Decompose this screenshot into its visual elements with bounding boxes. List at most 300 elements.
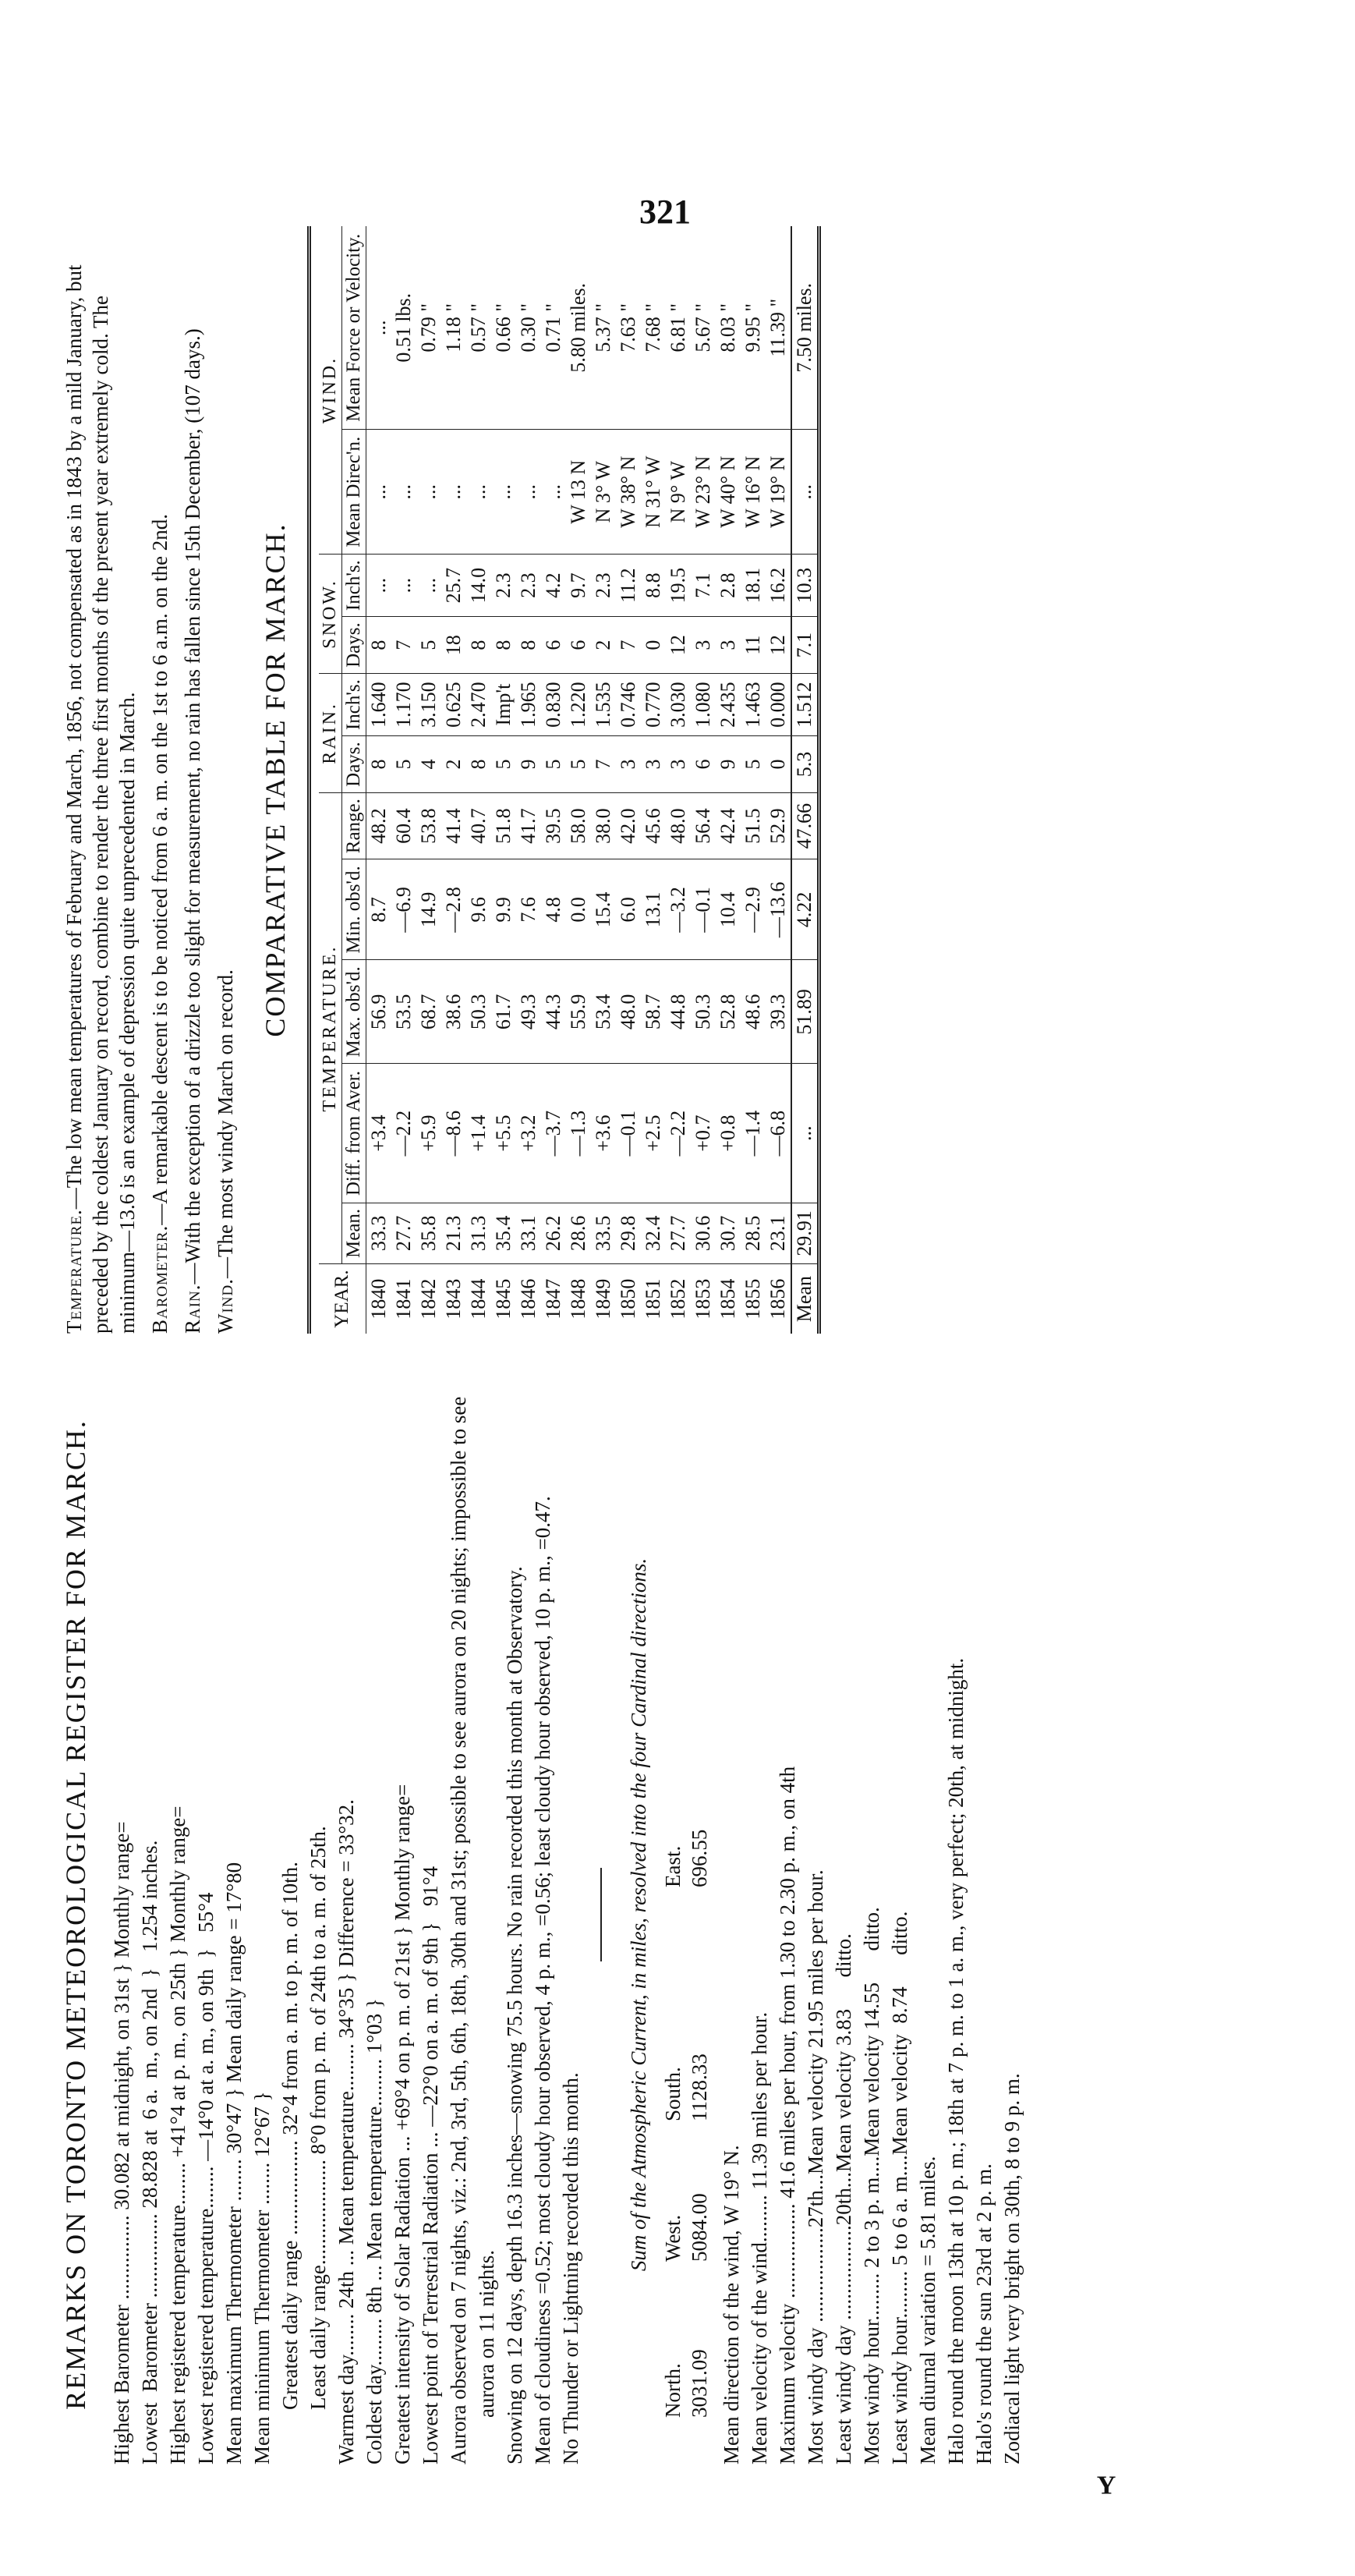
table-cell: W 19° N xyxy=(766,430,791,555)
table-row xyxy=(641,226,666,1334)
table-cell: 29.91 xyxy=(791,1203,817,1263)
table-cell: 1848 xyxy=(567,1278,589,1320)
barometer-note-label: Barometer. xyxy=(148,1224,172,1334)
cardinal-value-south: 1128.33 xyxy=(688,2053,711,2121)
table-cell: 7.6 xyxy=(516,859,541,960)
table-cell: —8.6 xyxy=(441,1064,466,1203)
table-cell: 33.1 xyxy=(516,1203,541,1263)
table-row xyxy=(441,226,466,1334)
table-cell: 13.1 xyxy=(641,859,666,960)
table-cell: 6 xyxy=(541,617,566,674)
table-cell: 58.7 xyxy=(641,960,666,1064)
table-cell: 4.8 xyxy=(541,859,566,960)
barometer-note-text: —A remarkable descent is to be noticed from 6 a. m. on the 1st to 6 a.m. on the 2nd. xyxy=(148,513,172,1225)
table-cell: 7 xyxy=(391,617,416,674)
table-cell: 1853 xyxy=(692,1278,714,1320)
table-cell: 0.625 xyxy=(441,673,466,735)
table-cell: —1.4 xyxy=(741,1064,766,1203)
table-row xyxy=(541,226,566,1334)
table-cell: 44.3 xyxy=(541,960,566,1064)
table-cell: 1842 xyxy=(417,1278,440,1320)
col-range: Range. xyxy=(342,792,366,859)
remarks-section xyxy=(55,1365,1240,2500)
table-cell: 6.81 " xyxy=(666,226,691,430)
table-row xyxy=(391,226,416,1334)
table-cell: 30.7 xyxy=(716,1203,741,1263)
temperature-note-text: —The low mean temperatures of February and March, 1856, not compensated as in 1843 by a mild January, but preceded by the coldest January on record, combine to render the three first months of the present year extremely cold. The minimum—13.6 is an example of depression quite unprecedented in March. xyxy=(62,264,139,1334)
table-cell: —13.6 xyxy=(766,859,791,960)
table-cell: —0.1 xyxy=(691,859,716,960)
col-wind-velocity: Mean Force or Velocity. xyxy=(342,226,366,430)
table-cell: 51.8 xyxy=(491,792,516,859)
table-cell: 9 xyxy=(516,736,541,793)
remarks-line: Warmest day........ 24th ... Mean temperature......... 34°35 } Difference = 33°32. xyxy=(334,1799,358,2464)
remarks-line: Lowest registered temperature........ —14°0 at a. m., on 9th } 55°4 xyxy=(194,1892,218,2464)
remarks-line: Greatest daily range .................. 32°4 from a. m. to p. m. of 10th. xyxy=(278,1862,302,2410)
table-cell: 14.9 xyxy=(416,859,441,960)
cardinal-head-west: West. xyxy=(661,2214,685,2262)
table-cell: 0 xyxy=(766,736,791,793)
col-diff: Diff. from Aver. xyxy=(342,1064,366,1203)
remarks-line: Greatest intensity of Solar Radiation ... +69°4 on p. m. of 21st } Monthly range= xyxy=(391,1784,414,2464)
table-cell: 5 xyxy=(416,617,441,674)
remarks-line: Highest Barometer ................ 30.082 at midnight, on 31st } Monthly range= xyxy=(110,1821,133,2464)
table-cell: 1.965 xyxy=(516,673,541,735)
table-cell: 1840 xyxy=(367,1278,390,1320)
table-cell: 0.71 " xyxy=(541,226,566,430)
table-cell: 1.080 xyxy=(691,673,716,735)
cardinal-value-west: 5084.00 xyxy=(688,2193,711,2262)
table-cell: 2 xyxy=(441,736,466,793)
table-cell: 0 xyxy=(641,617,666,674)
table-cell: ... xyxy=(416,430,441,555)
table-cell: 28.6 xyxy=(566,1203,591,1263)
table-cell: 6 xyxy=(691,736,716,793)
table-cell: 11.39 " xyxy=(766,226,791,430)
table-row xyxy=(466,226,491,1334)
cloudiness-paragraph: Mean of cloudiness =0.52; most cloudy hour observed, 4 p. m., =0.56; least cloudy hour observed, 10 p. m., =0.47. xyxy=(531,1496,554,2464)
wind-line: Least windy day ..................20th...Mean velocity 3.83 ditto. xyxy=(832,1933,855,2464)
table-cell: 38.6 xyxy=(441,960,466,1064)
table-cell: 1.463 xyxy=(741,673,766,735)
remarks-line: Coldest day......... 8th ... Mean temperature......... 1°03 } xyxy=(363,1998,386,2464)
table-cell: 3 xyxy=(666,736,691,793)
table-cell: 4 xyxy=(416,736,441,793)
table-cell: 6 xyxy=(566,617,591,674)
table-cell: 3 xyxy=(691,617,716,674)
barometer-note xyxy=(147,226,173,1334)
wind-note xyxy=(212,226,239,1334)
table-cell: 41.7 xyxy=(516,792,541,859)
table-cell: 8 xyxy=(466,736,491,793)
table-cell: 35.4 xyxy=(491,1203,516,1263)
table-cell: 35.8 xyxy=(416,1203,441,1263)
wind-line: Mean direction of the wind, W 19° N. xyxy=(720,2145,743,2464)
table-cell: Mean xyxy=(791,1264,817,1334)
table-row xyxy=(741,226,766,1334)
table-cell: N 31° W xyxy=(641,430,666,555)
table-cell: N 9° W xyxy=(666,430,691,555)
table-cell: 48.6 xyxy=(741,960,766,1064)
table-cell: 12 xyxy=(666,617,691,674)
table-cell: ... xyxy=(391,555,416,617)
table-cell: 5 xyxy=(566,736,591,793)
table-cell: —1.3 xyxy=(566,1064,591,1203)
remarks-line: Mean maximum Thermometer ........ 30°47 } Mean daily range = 17°80 xyxy=(222,1862,246,2464)
wind-line: Most windy day ..................27th...Mean velocity 21.95 miles per hour. xyxy=(804,1869,827,2464)
col-snow-inches: Inch's. xyxy=(342,555,366,617)
col-wind-direction: Mean Direc'n. xyxy=(342,430,366,555)
table-cell: 4.22 xyxy=(791,859,817,960)
table-cell: 8 xyxy=(491,617,516,674)
table-cell: —3.7 xyxy=(541,1064,566,1203)
table-cell: 0.66 " xyxy=(491,226,516,430)
table-cell: 29.8 xyxy=(616,1203,641,1263)
table-cell: 48.2 xyxy=(366,792,392,859)
col-max: Max. obs'd. xyxy=(342,960,366,1064)
table-cell: 1.220 xyxy=(566,673,591,735)
table-cell: 16.2 xyxy=(766,555,791,617)
table-cell: ... xyxy=(466,430,491,555)
table-cell: +3.4 xyxy=(366,1064,392,1203)
table-cell: 48.0 xyxy=(666,792,691,859)
table-cell: 2.3 xyxy=(591,555,616,617)
table-cell: 0.79 " xyxy=(416,226,441,430)
table-cell: 1843 xyxy=(442,1278,465,1320)
temperature-note-label: Temperature. xyxy=(62,1209,86,1334)
table-cell: 51.5 xyxy=(741,792,766,859)
table-cell: 2.3 xyxy=(516,555,541,617)
table-cell: 53.5 xyxy=(391,960,416,1064)
table-row xyxy=(516,226,541,1334)
group-rain: RAIN. xyxy=(319,673,342,792)
table-cell: ... xyxy=(491,430,516,555)
rain-note-text: —With the exception of a drizzle too slight for measurement, no rain has fallen since 15th December, (107 days.) xyxy=(181,328,204,1284)
table-cell: 1.18 " xyxy=(441,226,466,430)
table-cell: 33.5 xyxy=(591,1203,616,1263)
table-cell: 8.03 " xyxy=(716,226,741,430)
table-cell: W 23° N xyxy=(691,430,716,555)
table-cell: 56.9 xyxy=(366,960,392,1064)
table-cell: 9 xyxy=(716,736,741,793)
table-cell: 38.0 xyxy=(591,792,616,859)
group-snow: SNOW. xyxy=(319,555,342,674)
table-cell: 0.770 xyxy=(641,673,666,735)
rain-note-label: Rain. xyxy=(181,1284,204,1334)
table-row xyxy=(566,226,591,1334)
snowing-paragraph: Snowing on 12 days, depth 16.3 inches—snowing 75.5 hours. No rain recorded this month at Observatory. xyxy=(503,1566,526,2464)
table-cell: 49.3 xyxy=(516,960,541,1064)
table-cell: —2.2 xyxy=(391,1064,416,1203)
table-cell: 39.3 xyxy=(766,960,791,1064)
table-cell: 18 xyxy=(441,617,466,674)
table-cell: 0.000 xyxy=(766,673,791,735)
table-cell: 50.3 xyxy=(466,960,491,1064)
table-cell: 28.5 xyxy=(741,1203,766,1263)
table-cell: 2.470 xyxy=(466,673,491,735)
aurora-paragraph: Aurora observed on 7 nights, viz.: 2nd, 3rd, 5th, 6th, 18th, 30th and 31st; possible to see aurora on 20 nights; impossible to see aurora on 11 nights. xyxy=(447,1396,498,2464)
wind-line: Most windy hour......... 2 to 3 p. m....Mean velocity 14.55 ditto. xyxy=(860,1907,883,2464)
halo-sun-line: Halo's round the sun 23rd at 2 p. m. xyxy=(972,2163,996,2464)
rain-note xyxy=(179,226,206,1334)
table-cell: 48.0 xyxy=(616,960,641,1064)
table-cell: ... xyxy=(441,430,466,555)
table-cell: +0.7 xyxy=(691,1064,716,1203)
table-cell: —3.2 xyxy=(666,859,691,960)
thunder-paragraph: No Thunder or Lightning recorded this month. xyxy=(559,2072,582,2464)
col-rain-inches: Inch's. xyxy=(342,673,366,735)
table-row xyxy=(716,226,741,1334)
table-cell: 7.63 " xyxy=(616,226,641,430)
table-body xyxy=(366,226,818,1334)
table-row xyxy=(691,226,716,1334)
wind-line: Mean diurnal variation = 5.81 miles. xyxy=(916,2156,939,2464)
wind-note-text: —The most windy March on record. xyxy=(214,969,237,1278)
halo-moon-paragraph: Halo round the moon 13th at 10 p. m.; 18th at 7 p. m. to 1 a. m., very perfect; 20th, at midnight. xyxy=(944,1657,968,2464)
remarks-line: Least daily range.................... 8°0 from p. m. of 24th to a. m. of 25th. xyxy=(306,1826,330,2410)
table-cell: 7 xyxy=(616,617,641,674)
table-mean-row xyxy=(791,226,817,1334)
table-cell: W 38° N xyxy=(616,430,641,555)
table-cell: ... xyxy=(791,430,817,555)
table-cell: 52.9 xyxy=(766,792,791,859)
table-cell: 7.1 xyxy=(791,617,817,674)
table-cell: 23.1 xyxy=(766,1203,791,1263)
table-cell: 2.435 xyxy=(716,673,741,735)
table-cell: —2.8 xyxy=(441,859,466,960)
group-wind: WIND. xyxy=(319,226,342,555)
cardinal-head-north: North. xyxy=(661,2363,685,2418)
footer-mark: Y xyxy=(1096,2471,1116,2500)
wind-line: Mean velocity of the wind......... 11.39 miles per hour. xyxy=(748,2011,771,2464)
table-cell: 1850 xyxy=(617,1278,639,1320)
table-cell: 11.2 xyxy=(616,555,641,617)
table-cell: ... xyxy=(791,1064,817,1203)
table-cell: —2.2 xyxy=(666,1064,691,1203)
table-cell: 27.7 xyxy=(391,1203,416,1263)
table-cell: 10.4 xyxy=(716,859,741,960)
table-cell: +0.8 xyxy=(716,1064,741,1203)
table-cell: 2 xyxy=(591,617,616,674)
table-cell: 7.50 miles. xyxy=(791,226,817,430)
table-cell: 5 xyxy=(541,736,566,793)
table-cell: 10.3 xyxy=(791,555,817,617)
table-cell: 1.170 xyxy=(391,673,416,735)
table-cell: 8.7 xyxy=(366,859,392,960)
table-cell: 1851 xyxy=(642,1278,664,1320)
table-cell: 3.030 xyxy=(666,673,691,735)
table-cell: 1854 xyxy=(716,1278,739,1320)
table-cell: 58.0 xyxy=(566,792,591,859)
table-cell: 1844 xyxy=(467,1278,490,1320)
table-cell: 15.4 xyxy=(591,859,616,960)
table-cell: 1846 xyxy=(517,1278,540,1320)
cardinal-directions xyxy=(660,1365,713,2464)
notes-and-table-section xyxy=(55,226,1240,1334)
table-cell: 52.8 xyxy=(716,960,741,1064)
table-cell: 1847 xyxy=(542,1278,564,1320)
table-cell: ... xyxy=(416,555,441,617)
table-cell: 1849 xyxy=(592,1278,614,1320)
table-cell: +3.2 xyxy=(516,1064,541,1203)
wind-lines xyxy=(717,1365,942,2464)
table-cell: 7.68 " xyxy=(641,226,666,430)
table-cell: 5 xyxy=(491,736,516,793)
table-cell: 3 xyxy=(616,736,641,793)
divider xyxy=(600,1868,602,1961)
table-cell: 7 xyxy=(591,736,616,793)
table-cell: 5.37 " xyxy=(591,226,616,430)
cardinal-value-north: 3031.09 xyxy=(688,2349,711,2418)
table-row xyxy=(416,226,441,1334)
comparative-table xyxy=(319,226,817,1334)
group-temperature: TEMPERATURE. xyxy=(319,792,342,1263)
wind-line: Maximum velocity .................. 41.6 miles per hour, from 1.30 to 2.30 p. m., on 4th xyxy=(776,1766,799,2464)
table-cell: 56.4 xyxy=(691,792,716,859)
table-cell: 0.830 xyxy=(541,673,566,735)
table-cell: 9.7 xyxy=(566,555,591,617)
table-cell: 19.5 xyxy=(666,555,691,617)
table-cell: 61.7 xyxy=(491,960,516,1064)
table-cell: Imp't xyxy=(491,673,516,735)
zodiacal-line: Zodiacal light very bright on 30th, 8 to 9 p. m. xyxy=(1000,2073,1024,2464)
cardinal-head-south: South. xyxy=(661,2067,685,2121)
table-cell: 27.7 xyxy=(666,1203,691,1263)
table-cell: 53.4 xyxy=(591,960,616,1064)
col-mean: Mean. xyxy=(342,1203,366,1263)
table-cell: 8 xyxy=(366,736,392,793)
table-cell: ... xyxy=(516,430,541,555)
table-cell: 0.57 " xyxy=(466,226,491,430)
col-min: Min. obs'd. xyxy=(342,859,366,960)
table-cell: 31.3 xyxy=(466,1203,491,1263)
table-cell: 1.640 xyxy=(366,673,392,735)
cardinal-value-east: 696.55 xyxy=(688,1829,711,1887)
col-snow-days: Days. xyxy=(342,617,366,674)
table-cell: +5.9 xyxy=(416,1064,441,1203)
table-cell: 21.3 xyxy=(441,1203,466,1263)
remarks-title: REMARKS ON TORONTO METEOROLOGICAL REGISTER FOR MARCH. xyxy=(60,1419,91,2410)
table-cell: 1852 xyxy=(667,1278,689,1320)
wind-note-label: Wind. xyxy=(214,1277,237,1334)
table-cell: 53.8 xyxy=(416,792,441,859)
barometer-thermometer-lines xyxy=(108,1365,444,2464)
table-cell: 5 xyxy=(391,736,416,793)
table-cell: 4.2 xyxy=(541,555,566,617)
table-cell: 32.4 xyxy=(641,1203,666,1263)
rotated-page-content xyxy=(55,226,1240,2500)
table-cell: N 3° W xyxy=(591,430,616,555)
table-cell: 26.2 xyxy=(541,1203,566,1263)
table-row xyxy=(616,226,641,1334)
table-cell: 5.80 miles. xyxy=(566,226,591,430)
cardinal-head-east: East. xyxy=(661,1845,685,1887)
table-cell: ... xyxy=(366,226,392,430)
table-cell: —6.8 xyxy=(766,1064,791,1203)
table-cell: 55.9 xyxy=(566,960,591,1064)
table-cell: 9.6 xyxy=(466,859,491,960)
table-cell: +5.5 xyxy=(491,1064,516,1203)
wind-line: Least windy hour......... 5 to 6 a. m....Mean velocity 8.74 ditto. xyxy=(888,1911,911,2464)
table-cell: 11 xyxy=(741,617,766,674)
table-cell: —6.9 xyxy=(391,859,416,960)
table-cell: —0.1 xyxy=(616,1064,641,1203)
table-cell: 9.95 " xyxy=(741,226,766,430)
table-cell: 5 xyxy=(741,736,766,793)
table-cell: 1845 xyxy=(492,1278,515,1320)
table-cell: ... xyxy=(391,430,416,555)
table-cell: 0.30 " xyxy=(516,226,541,430)
table-cell: 1855 xyxy=(741,1278,764,1320)
table-row xyxy=(366,226,392,1334)
table-cell: 0.51 lbs. xyxy=(391,226,416,430)
table-cell: —2.9 xyxy=(741,859,766,960)
table-cell: +2.5 xyxy=(641,1064,666,1203)
col-year: YEAR. xyxy=(319,1264,366,1334)
table-cell: 3 xyxy=(716,617,741,674)
table-cell: 68.7 xyxy=(416,960,441,1064)
table-row xyxy=(666,226,691,1334)
page-number: 321 xyxy=(639,193,691,231)
table-cell: 45.6 xyxy=(641,792,666,859)
remarks-line: Highest registered temperature........ +41°4 at p. m., on 25th } Monthly range= xyxy=(166,1805,189,2464)
table-cell: 51.89 xyxy=(791,960,817,1064)
table-cell: W 16° N xyxy=(741,430,766,555)
table-cell: 42.0 xyxy=(616,792,641,859)
table-cell: 5.3 xyxy=(791,736,817,793)
table-cell: 3.150 xyxy=(416,673,441,735)
remarks-line: Lowest Barometer ................ 28.828 at 6 a. m., on 2nd } 1.254 inches. xyxy=(138,1840,161,2464)
table-cell: 2.3 xyxy=(491,555,516,617)
table-cell: ... xyxy=(366,555,392,617)
table-cell: 2.8 xyxy=(716,555,741,617)
table-row xyxy=(491,226,516,1334)
table-cell: 3 xyxy=(641,736,666,793)
table-cell: 1.512 xyxy=(791,673,817,735)
table-cell: 18.1 xyxy=(741,555,766,617)
table-cell: 33.3 xyxy=(366,1203,392,1263)
table-cell: 1856 xyxy=(766,1278,789,1320)
table-cell: 5.67 " xyxy=(691,226,716,430)
table-cell: 25.7 xyxy=(441,555,466,617)
atmospheric-current-heading: Sum of the Atmospheric Current, in miles, resolved into the four Cardinal directions. xyxy=(627,1557,650,2272)
table-cell: 39.5 xyxy=(541,792,566,859)
table-cell: 1.535 xyxy=(591,673,616,735)
table-cell: +1.4 xyxy=(466,1064,491,1203)
remarks-line: Mean minimum Thermometer ........ 12°67 } xyxy=(250,2091,274,2464)
table-cell: ... xyxy=(541,430,566,555)
table-cell: 40.7 xyxy=(466,792,491,859)
table-cell: ... xyxy=(366,430,392,555)
table-cell: 42.4 xyxy=(716,792,741,859)
table-cell: 8 xyxy=(366,617,392,674)
table-cell: 47.66 xyxy=(791,792,817,859)
table-cell: 60.4 xyxy=(391,792,416,859)
temperature-note xyxy=(61,226,140,1334)
table-cell: 44.8 xyxy=(666,960,691,1064)
table-cell: 0.0 xyxy=(566,859,591,960)
remarks-line: Lowest point of Terrestrial Radiation ... —22°0 on a. m. of 9th } 91°4 xyxy=(419,1866,442,2464)
table-cell: 1841 xyxy=(392,1278,415,1320)
table-cell: 41.4 xyxy=(441,792,466,859)
table-cell: W 40° N xyxy=(716,430,741,555)
table-cell: 7.1 xyxy=(691,555,716,617)
table-cell: 8.8 xyxy=(641,555,666,617)
table-cell: 0.746 xyxy=(616,673,641,735)
table-cell: 14.0 xyxy=(466,555,491,617)
table-cell: +3.6 xyxy=(591,1064,616,1203)
col-rain-days: Days. xyxy=(342,736,366,793)
